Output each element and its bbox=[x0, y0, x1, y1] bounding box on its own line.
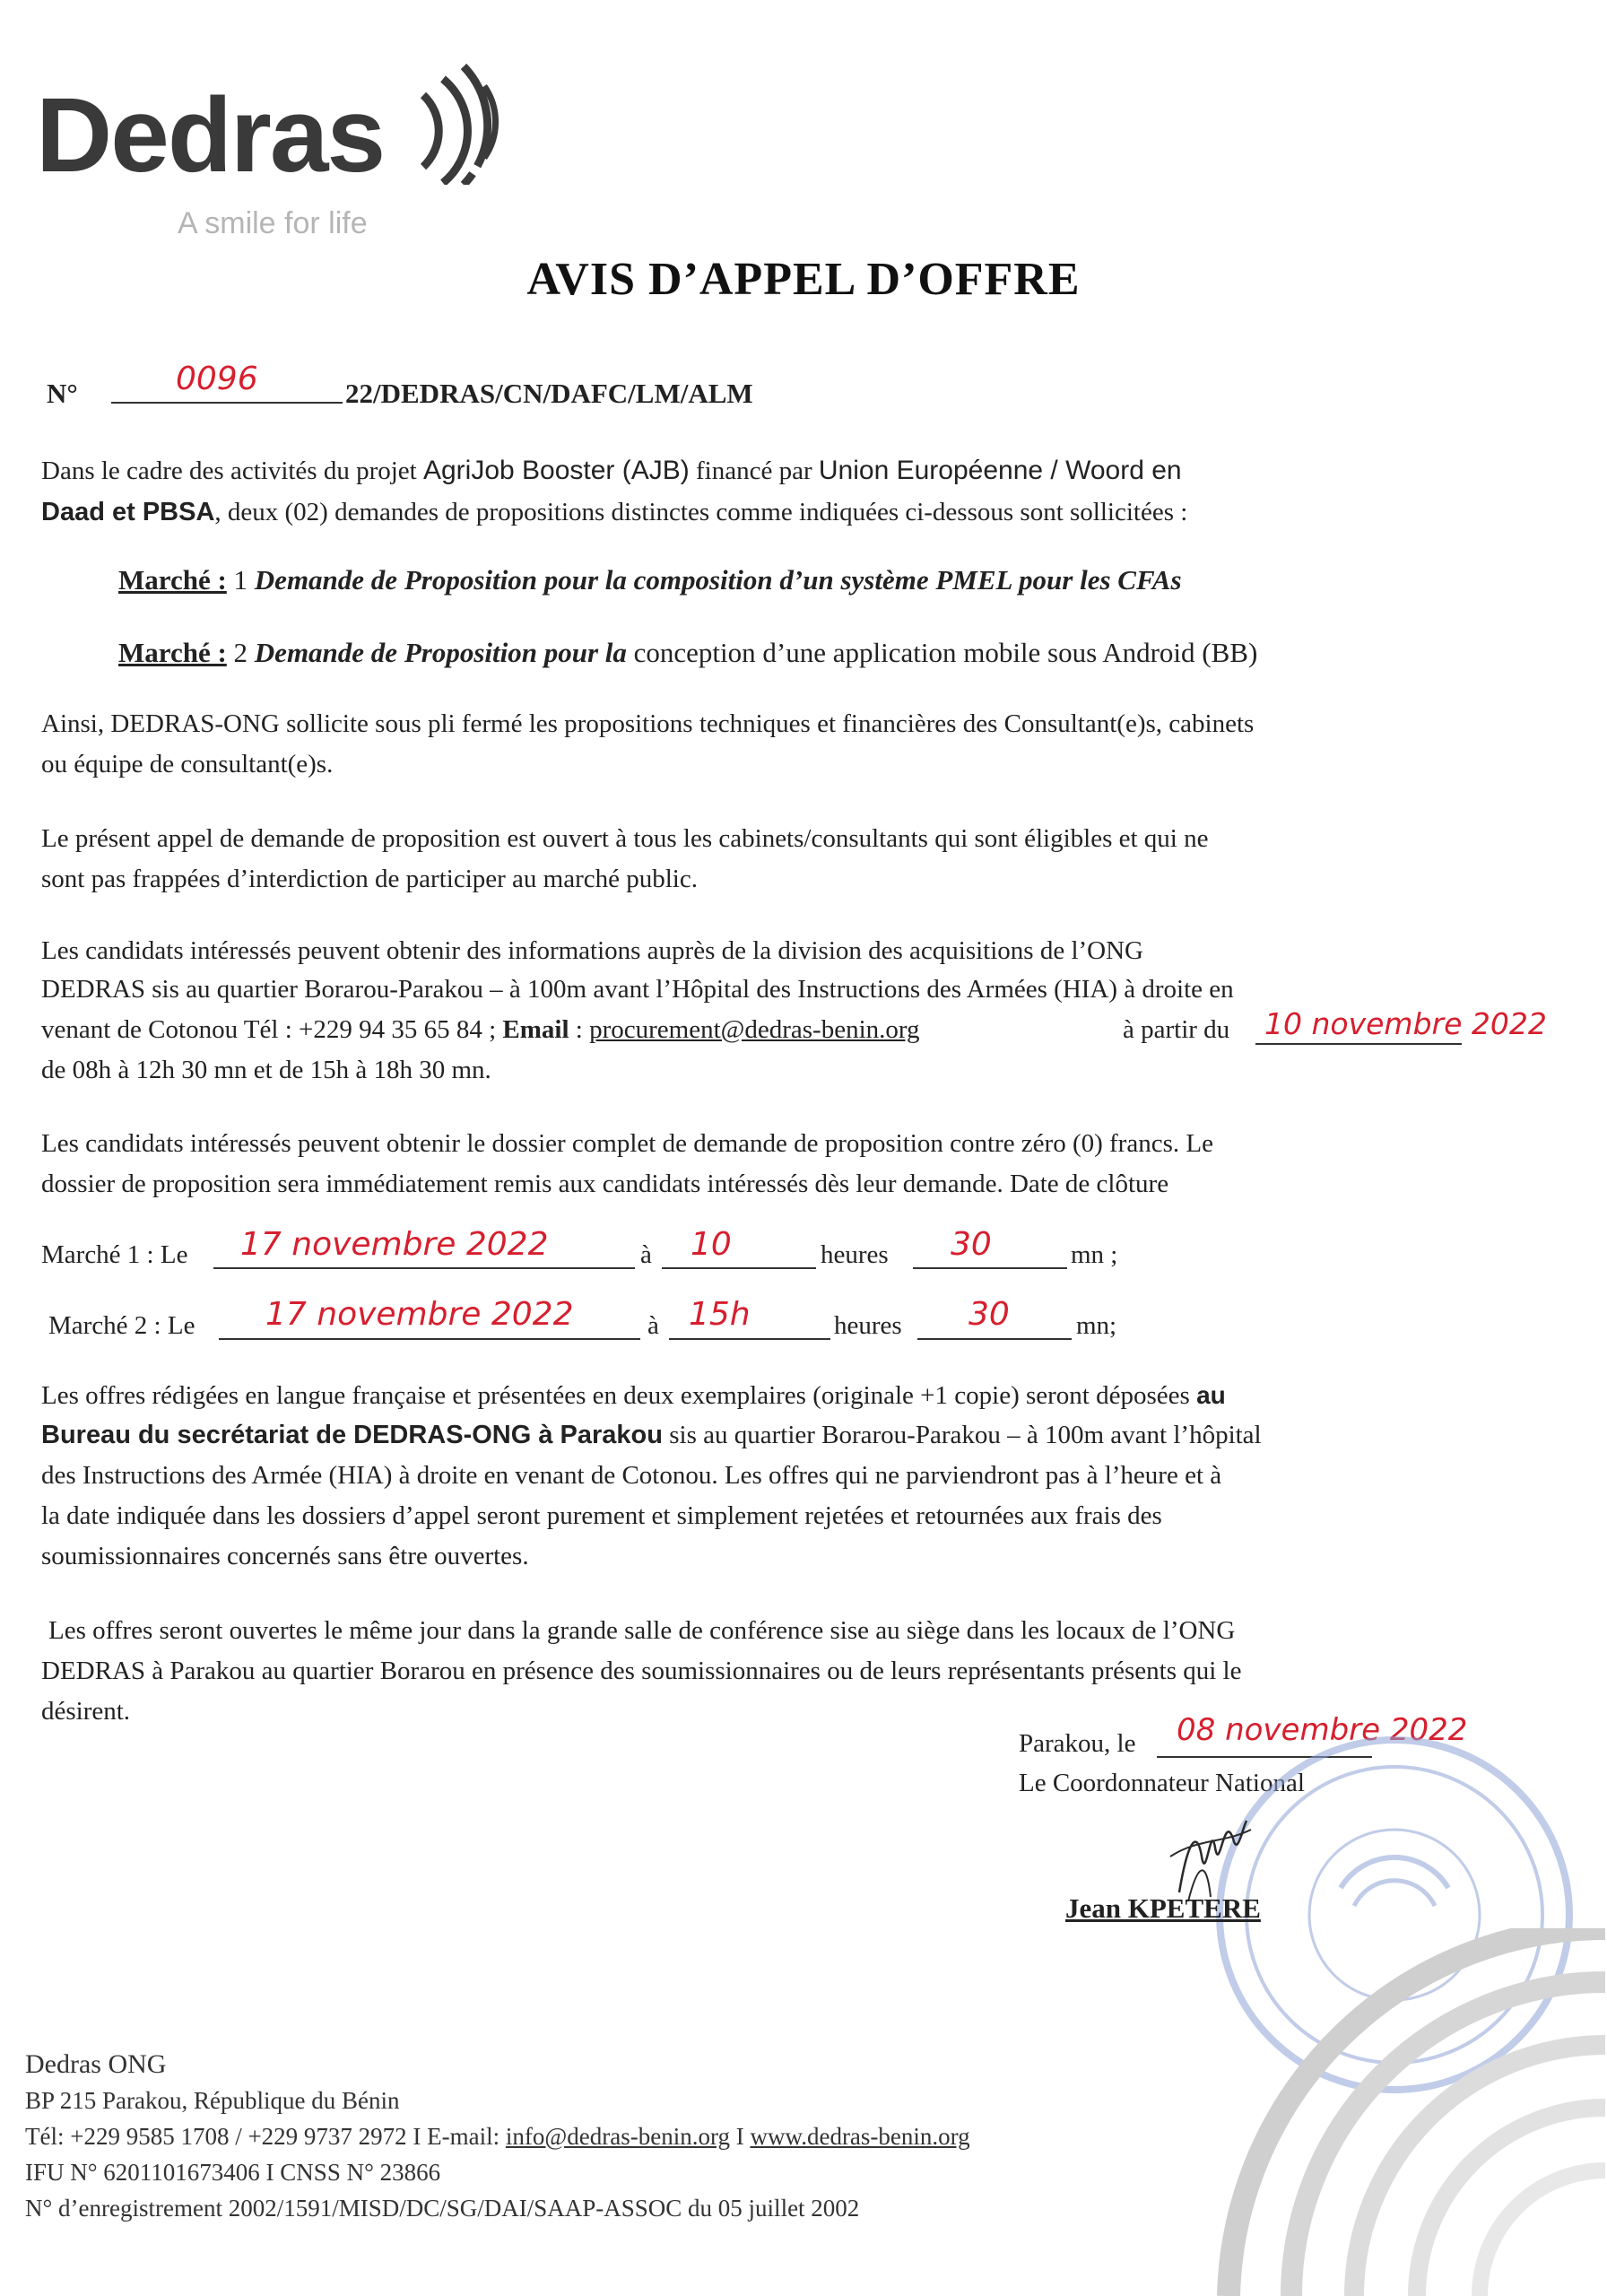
decorative-wave-icon bbox=[1193, 1928, 1607, 2296]
deadline-1-hour-line bbox=[662, 1267, 816, 1269]
offers-line1 bbox=[41, 1375, 1226, 1416]
intro-text-2: financé par bbox=[689, 457, 819, 485]
deadline-1-label: Marché 1 : Le bbox=[41, 1240, 188, 1269]
p3-line1: Les candidats intéressés peuvent obtenir des informations auprès de la division des acquisitions de l’ONG bbox=[41, 936, 1143, 965]
p1-line1: Ainsi, DEDRAS-ONG sollicite sous pli fermé les propositions techniques et financières des Consultant(e)s, cabinets bbox=[41, 709, 1255, 738]
footer-contact bbox=[25, 2118, 970, 2154]
reference-handwritten-number: 0096 bbox=[176, 361, 258, 397]
p3-line2: DEDRAS sis au quartier Borarou-Parakou – à 100m avant l’Hôpital des Instructions des Armées (HIA) à droite en bbox=[41, 975, 1234, 1004]
from-date-label: à partir du bbox=[1123, 1015, 1230, 1044]
opening-line1: Les offres seront ouvertes le même jour dans la grande salle de conférence sise au siège dans les locaux de l’ONG bbox=[48, 1616, 1236, 1645]
intro-line2 bbox=[41, 492, 1584, 533]
p4-line2: dossier de proposition sera immédiatement remis aux candidats intéressés dès leur demande. Date de clôture bbox=[41, 1170, 1169, 1198]
p1-line2: ou équipe de consultant(e)s. bbox=[41, 750, 334, 778]
offers-text-2: sis au quartier Borarou-Parakou – à 100m avant l’hôpital bbox=[662, 1421, 1262, 1449]
deadline-2-label: Marché 2 : Le bbox=[48, 1311, 195, 1340]
market-2-label: Marché : bbox=[118, 637, 227, 668]
footer-org: Dedras ONG bbox=[25, 2049, 167, 2079]
intro-text-3: , deux (02) demandes de propositions distinctes comme indiquées ci-dessous sont sollicitées : bbox=[214, 498, 1188, 526]
deadline-2-date: 17 novembre 2022 bbox=[265, 1296, 574, 1333]
offers-text-1: Les offres rédigées en langue française et présentées en deux exemplaires (originale +1 copie) seront déposées bbox=[41, 1381, 1197, 1410]
deadline-2-mn: mn; bbox=[1076, 1311, 1117, 1340]
funders-line2: Daad et PBSA bbox=[41, 498, 215, 526]
signatory-name: Jean KPETERE bbox=[1065, 1892, 1261, 1924]
p2-line2: sont pas frappées d’interdiction de participer au marché public. bbox=[41, 865, 698, 893]
signature-role: Le Coordonnateur National bbox=[1019, 1769, 1305, 1797]
footer bbox=[25, 2047, 970, 2226]
deadline-2-min-line bbox=[917, 1338, 1072, 1340]
market-2 bbox=[118, 632, 1257, 673]
email-label: Email bbox=[502, 1015, 569, 1044]
offers-line5: soumissionnaires concernés sans être ouvertes. bbox=[41, 1542, 529, 1570]
contact-phone: venant de Cotonou Tél : +229 94 35 65 84 ; bbox=[41, 1015, 503, 1044]
deadline-1-mn: mn ; bbox=[1071, 1240, 1118, 1269]
from-date-underline bbox=[1255, 1043, 1462, 1045]
document-title: AVIS D’APPEL D’OFFRE bbox=[526, 254, 1081, 305]
logo-wordmark: Dedras bbox=[36, 76, 385, 195]
deadline-2-heures: heures bbox=[834, 1311, 902, 1340]
offers-line3: des Instructions des Armée (HIA) à droite en venant de Cotonou. Les offres qui ne parviendront pas à l’heure et à bbox=[41, 1461, 1222, 1490]
signature-place: Parakou, le bbox=[1019, 1729, 1136, 1758]
from-date-handwritten: 10 novembre 2022 bbox=[1264, 1006, 1547, 1041]
offers-line2 bbox=[41, 1415, 1262, 1456]
opening-line3: désirent. bbox=[41, 1697, 131, 1726]
offers-line4: la date indiquée dans les dossiers d’appel seront purement et simplement rejetées et retournées aux frais des bbox=[41, 1501, 1162, 1530]
market-1-label: Marché : bbox=[118, 564, 227, 596]
market-2-number: 2 bbox=[226, 637, 255, 668]
reference-code: 22/DEDRAS/CN/DAFC/LM/ALM bbox=[345, 378, 753, 409]
footer-registration: N° d’enregistrement 2002/1591/MISD/DC/SG/DAI/SAAP-ASSOC du 05 juillet 2002 bbox=[25, 2195, 860, 2222]
reference-label: N° bbox=[47, 378, 78, 409]
reference-underline bbox=[111, 402, 343, 404]
footer-email-link[interactable]: info@dedras-benin.org bbox=[505, 2123, 730, 2150]
p3-line3 bbox=[41, 1010, 920, 1050]
footer-website-link[interactable]: www.dedras-benin.org bbox=[750, 2123, 970, 2150]
offers-bold-au: au bbox=[1196, 1381, 1226, 1409]
market-1-title: Demande de Proposition pour la composition d’un système PMEL pour les CFAs bbox=[254, 564, 1182, 596]
footer-address: BP 215 Parakou, République du Bénin bbox=[25, 2087, 400, 2114]
market-1 bbox=[118, 560, 1182, 600]
p4-line1: Les candidats intéressés peuvent obtenir le dossier complet de demande de proposition contre zéro (0) francs. Le bbox=[41, 1129, 1213, 1158]
deadline-1-a: à bbox=[640, 1240, 652, 1269]
market-2-title-rest: conception d’une application mobile sous Android (BB) bbox=[626, 637, 1258, 668]
deadline-2-hour: 15h bbox=[689, 1296, 751, 1333]
deadline-2-min: 30 bbox=[969, 1296, 1010, 1333]
project-name: AgriJob Booster (AJB) bbox=[422, 456, 690, 485]
deadline-1-date: 17 novembre 2022 bbox=[240, 1226, 549, 1263]
submission-office: Bureau du secrétariat de DEDRAS-ONG à Parakou bbox=[41, 1421, 663, 1449]
p3-line4: de 08h à 12h 30 mn et de 15h à 18h 30 mn. bbox=[41, 1056, 491, 1084]
deadline-2-date-line bbox=[219, 1338, 640, 1340]
deadline-2-hour-line bbox=[669, 1338, 830, 1340]
footer-separator: I bbox=[729, 2123, 751, 2150]
deadline-1-min: 30 bbox=[951, 1226, 992, 1263]
logo-tagline: A smile for life bbox=[178, 206, 368, 240]
email-separator: : bbox=[569, 1015, 590, 1044]
deadline-1-hour: 10 bbox=[691, 1226, 732, 1263]
opening-line2: DEDRAS à Parakou au quartier Borarou en présence des soumissionnaires ou de leurs représentants présents qui le bbox=[41, 1657, 1242, 1685]
deadline-1-min-line bbox=[913, 1267, 1067, 1269]
intro-line1 bbox=[41, 450, 1584, 491]
intro-text-1: Dans le cadre des activités du projet bbox=[41, 457, 423, 485]
procurement-email-link[interactable]: procurement@dedras-benin.org bbox=[589, 1015, 920, 1044]
deadline-1-heures: heures bbox=[821, 1240, 889, 1269]
signature-handwritten-date: 08 novembre 2022 bbox=[1177, 1712, 1468, 1748]
market-2-title: Demande de Proposition pour la bbox=[254, 637, 627, 668]
footer-ifu: IFU N° 6201101673406 I CNSS N° 23866 bbox=[25, 2159, 441, 2186]
market-1-number: 1 bbox=[226, 564, 255, 596]
logo-waves-icon bbox=[414, 59, 522, 185]
deadline-1-date-line bbox=[213, 1267, 635, 1269]
deadline-2-a: à bbox=[647, 1311, 659, 1340]
funders: Union Européenne / Woord en bbox=[818, 456, 1182, 485]
p2-line1: Le présent appel de demande de proposition est ouvert à tous les cabinets/consultants qui sont éligibles et qui ne bbox=[41, 824, 1209, 853]
footer-phone: Tél: +229 9585 1708 / +229 9737 2972 I E-mail: bbox=[25, 2123, 506, 2150]
